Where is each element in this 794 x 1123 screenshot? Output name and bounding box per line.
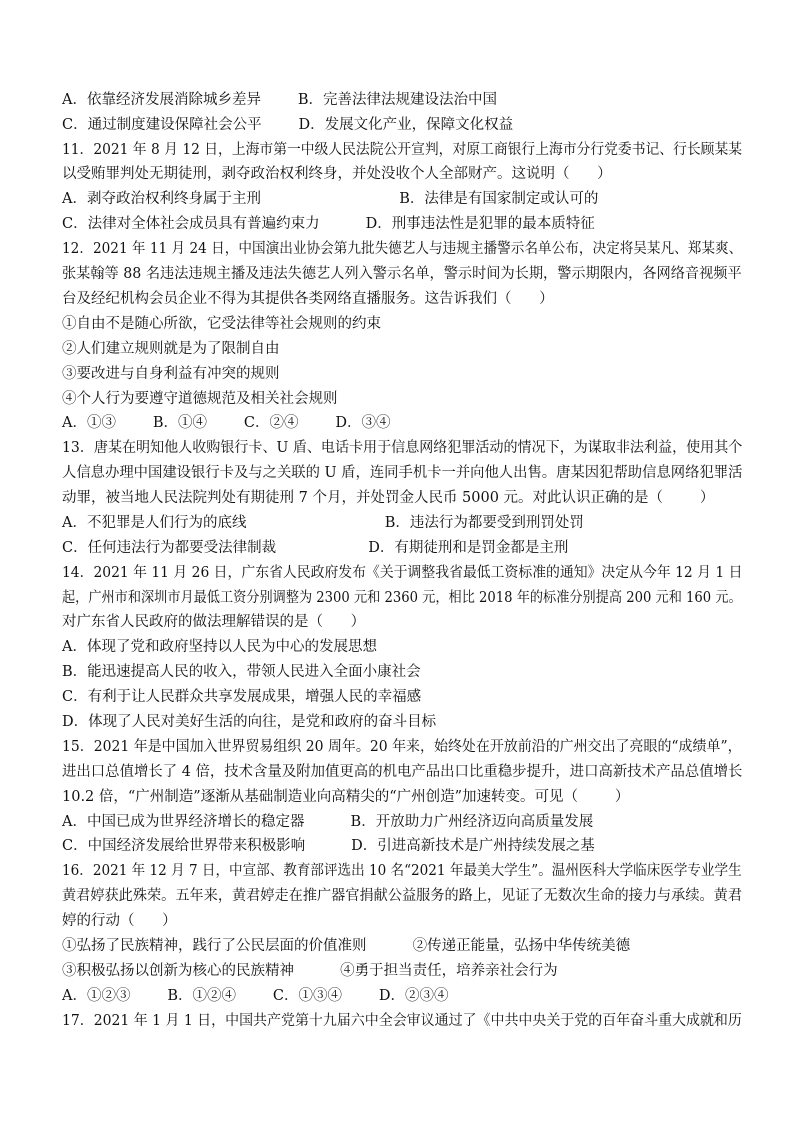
- q16-stem-line-3: 婷的行动（ ）: [62, 913, 177, 929]
- q13-stem-line-1: 13．唐某在明知他人收购银行卡、U 盾、电话卡用于信息网络犯罪活动的情况下，为谋取非法利益，使用其个: [62, 440, 743, 456]
- q16-stem-line-1: 16．2021 年 12 月 7 日，中宣部、教育部评选出 10 名“2021 年最美大学生”。温州医科大学临床医学专业学生: [62, 863, 742, 879]
- q17-stem-line-1: 17．2021 年 1 月 1 日，中国共产党第十九届六中全会审议通过了《中共中央关于党的百年奋斗重大成就和历: [62, 1013, 742, 1029]
- q13-stem-line-2: 人信息办理中国建设银行卡及与之关联的 U 盾，连同手机卡一并向他人出售。唐某因犯帮助信息网络犯罪活: [62, 465, 743, 481]
- q15-options-ab: A．中国已成为世界经济增长的稳定器 B．开放助力广州经济迈向高质量发展: [62, 814, 594, 830]
- q12-statement-1: ①自由不是随心所欲，它受法律等社会规则的约束: [62, 316, 381, 332]
- q16-statements-34: ③积极弘扬以创新为核心的民族精神 ④勇于担当责任，培养亲社会行为: [62, 963, 558, 979]
- q11-options-ab: A．剥夺政治权利终身属于主刑 B．法律是有国家制定或认可的: [62, 191, 599, 207]
- q12-stem-line-3: 台及经纪机构会员企业不得为其提供各类网络直播服务。这告诉我们（ ）: [62, 291, 554, 307]
- q15-stem-line-2: 进出口总值增长了 4 倍，技术含量及附加值更高的机电产品出口比重稳步提升，进口高新技术产品总值增长: [62, 764, 743, 780]
- q14-option-c: C．有利于让人民群众共享发展成果，增强人民的幸福感: [62, 689, 422, 705]
- q15-stem-line-3: 10.2 倍，“广州制造”逐渐从基础制造业向高精尖的“广州创造”加速转变。可见（ ）: [62, 789, 630, 805]
- q14-stem-line-3: 对广东省人民政府的做法理解错误的是（ ）: [62, 614, 366, 630]
- q12-statement-2: ②人们建立规则就是为了限制自由: [62, 341, 280, 357]
- q11-options-cd: C．法律对全体社会成员具有普遍约束力 D．刑事违法性是犯罪的最本质特征: [62, 216, 595, 232]
- q12-stem-line-2: 张某翰等 88 名违法违规主播及违法失德艺人列入警示名单，警示时间为长期，警示期限内，各网络音视频平: [62, 266, 742, 282]
- q13-options-ab: A．不犯罪是人们行为的底线 B．违法行为都要受到刑罚处罚: [62, 515, 584, 531]
- q12-options: A．①③ B．①④ C．②④ D．③④: [62, 415, 391, 431]
- q15-stem-line-1: 15．2021 年是中国加入世界贸易组织 20 周年。20 年来，始终处在开放前沿的广州交出了亮眼的“成绩单”，: [62, 739, 742, 755]
- q14-stem-line-1: 14．2021 年 11 月 26 日，广东省人民政府发布《关于调整我省最低工资标准的通知》决定从今年 12 月 1 日: [62, 565, 743, 581]
- q16-stem-line-2: 黄君婷获此殊荣。五年来，黄君婷走在推广器官捐献公益服务的路上，见证了无数次生命的接力与承续。黄君: [62, 888, 742, 904]
- q10-options-cd: C．通过制度建设保障社会公平 D．发展文化产业，保障文化权益: [62, 117, 514, 133]
- q12-statement-4: ④个人行为要遵守道德规范及相关社会规则: [62, 391, 338, 407]
- q16-options: A．①②③ B．①②④ C．①③④ D．②③④: [62, 988, 449, 1004]
- q16-statements-12: ①弘扬了民族精神，践行了公民层面的价值准则 ②传递正能量，弘扬中华传统美德: [62, 938, 631, 954]
- q15-options-cd: C．中国经济发展给世界带来积极影响 D．引进高新技术是广州持续发展之基: [62, 838, 595, 854]
- q14-stem-line-2: 起，广州市和深圳市月最低工资分别调整为 2300 元和 2360 元，相比 2018 年的标准分别提高 200 元和 160 元。: [62, 590, 742, 606]
- q14-option-d: D．体现了人民对美好生活的向往，是党和政府的奋斗目标: [62, 714, 437, 730]
- q13-stem-line-3: 动罪，被当地人民法院判处有期徒刑 7 个月，并处罚金人民币 5000 元。对此认识正确的是（ ）: [62, 490, 715, 506]
- q14-option-a: A．体现了党和政府坚持以人民为中心的发展思想: [62, 639, 377, 655]
- q13-options-cd: C．任何违法行为都要受法律制裁 D．有期徒刑和是罚金都是主刑: [62, 540, 569, 556]
- q11-stem-line-2: 以受贿罪判处无期徒刑，剥夺政治权利终身，并处没收个人全部财产。这说明（ ）: [62, 166, 612, 182]
- q14-option-b: B．能迅速提高人民的收入，带领人民进入全面小康社会: [62, 664, 421, 680]
- q10-options-ab: A．依靠经济发展消除城乡差异 B．完善法律法规建设法治中国: [62, 92, 497, 108]
- q12-statement-3: ③要改进与自身利益有冲突的规则: [62, 366, 280, 382]
- q12-stem-line-1: 12．2021 年 11 月 24 日，中国演出业协会第九批失德艺人与违规主播警示名单公布，决定将吴某凡、郑某爽、: [62, 241, 743, 257]
- q11-stem-line-1: 11．2021 年 8 月 12 日，上海市第一中级人民法院公开宣判，对原工商银行上海市分行党委书记、行长顾某某: [62, 142, 743, 158]
